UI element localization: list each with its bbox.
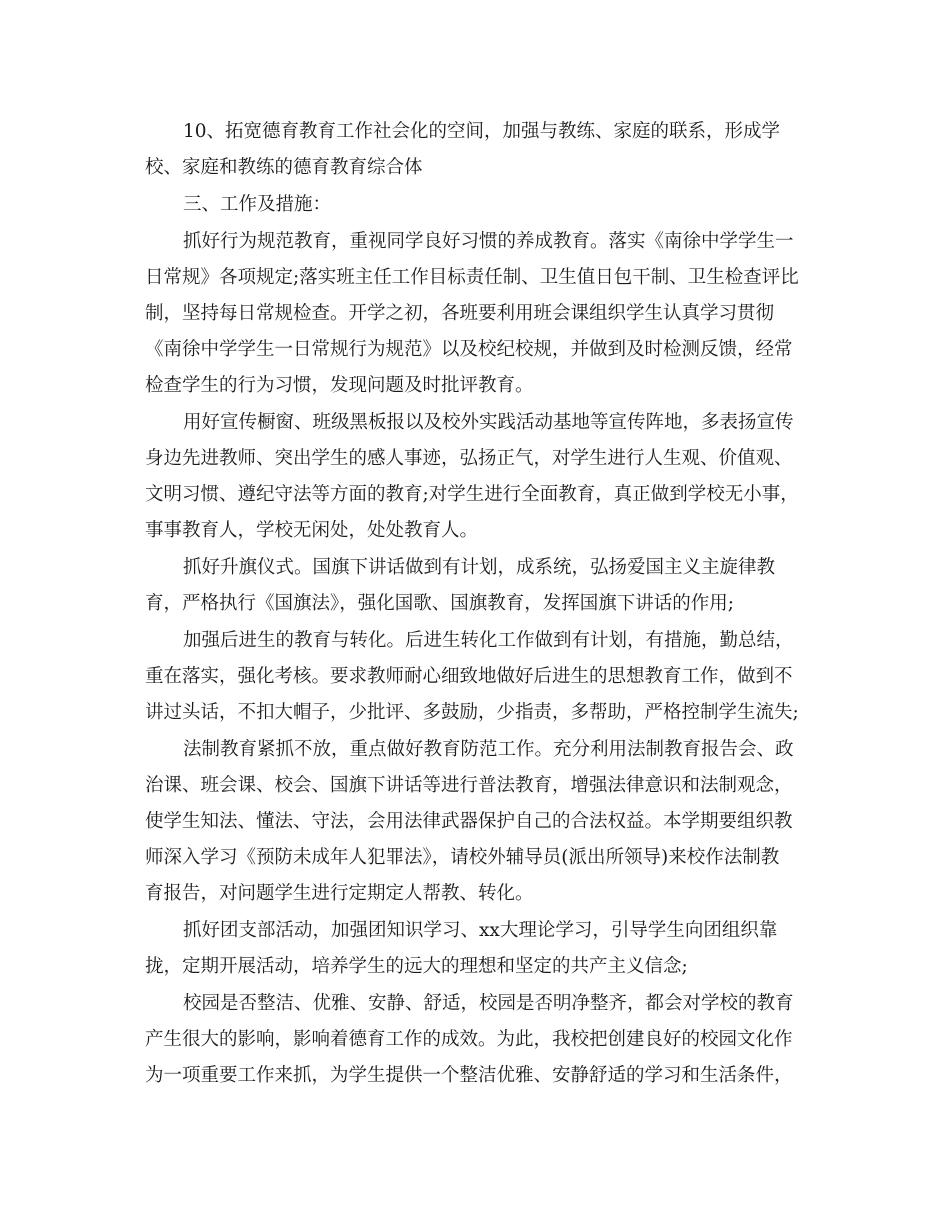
text-line: 日常规》各项规定;落实班主任工作目标责任制、卫生值日包干制、卫生检查评比 [145,267,799,288]
text-line: 10、拓宽德育教育工作社会化的空间，加强与教练、家庭的联系，形成学 [183,121,781,142]
text-line: 用好宣传橱窗、班级黑板报以及校外实践活动基地等宣传阵地，多表扬宣传 [183,412,794,433]
text-line: 育，严格执行《国旗法》，强化国歌、国旗教育，发挥国旗下讲话的作用; [145,593,734,614]
text-line: 抓好行为规范教育，重视同学良好习惯的养成教育。落实《南徐中学学生一 [183,231,794,252]
text-line: 《南徐中学学生一日常规行为规范》以及校纪校规，并做到及时检测反馈，经常 [145,339,793,360]
text-line: 事事教育人，学校无闲处，处处教育人。 [145,520,479,541]
text-line: 治课、班会课、校会、国旗下讲话等进行普法教育，增强法律意识和法制观念， [145,775,793,796]
text-line: 校、家庭和教练的德育教育综合体 [145,157,423,178]
text-line: 为一项重要工作来抓，为学生提供一个整洁优雅、安静舒适的学习和生活条件， [145,1065,793,1086]
text-line: 法制教育紧抓不放，重点做好教育防范工作。充分利用法制教育报告会、政 [183,739,794,760]
text-line: 校园是否整洁、优雅、安静、舒适，校园是否明净整齐，都会对学校的教育 [183,993,794,1014]
text-line: 身边先进教师、突出学生的感人事迹，弘扬正气，对学生进行人生观、价值观、 [145,448,793,469]
text-line: 拢，定期开展活动，培养学生的远大的理想和坚定的共产主义信念; [145,956,688,977]
text-line: 文明习惯、遵纪守法等方面的教育;对学生进行全面教育，真正做到学校无小事， [145,484,799,505]
text-line: 使学生知法、懂法、守法，会用法律武器保护自己的合法权益。本学期要组织教 [145,811,793,832]
text-line: 产生很大的影响，影响着德育工作的成效。为此，我校把创建良好的校园文化作 [145,1029,793,1050]
text-line: 检查学生的行为习惯，发现问题及时批评教育。 [145,375,534,396]
section-heading: 三、工作及措施： [183,194,332,215]
text-line: 抓好升旗仪式。国旗下讲话做到有计划，成系统，弘扬爱国主义主旋律教 [183,557,776,578]
text-line: 加强后进生的教育与转化。后进生转化工作做到有计划，有措施，勤总结， [183,630,794,651]
text-line: 制，坚持每日常规检查。开学之初，各班要利用班会课组织学生认真学习贯彻 [145,303,775,324]
text-line: 重在落实，强化考核。要求教师耐心细致地做好后进生的思想教育工作，做到不 [145,666,793,687]
text-line: 育报告，对问题学生进行定期定人帮教、转化。 [145,883,534,904]
text-line: 师深入学习《预防未成年人犯罪法》，请校外辅导员(派出所领导)来校作法制教 [145,847,780,868]
text-line: 抓好团支部活动，加强团知识学习、xx大理论学习，引导学生向团组织靠 [183,920,778,941]
text-line: 讲过头话，不扣大帽子，少批评、多鼓励，少指责，多帮助，严格控制学生流失; [145,702,799,723]
